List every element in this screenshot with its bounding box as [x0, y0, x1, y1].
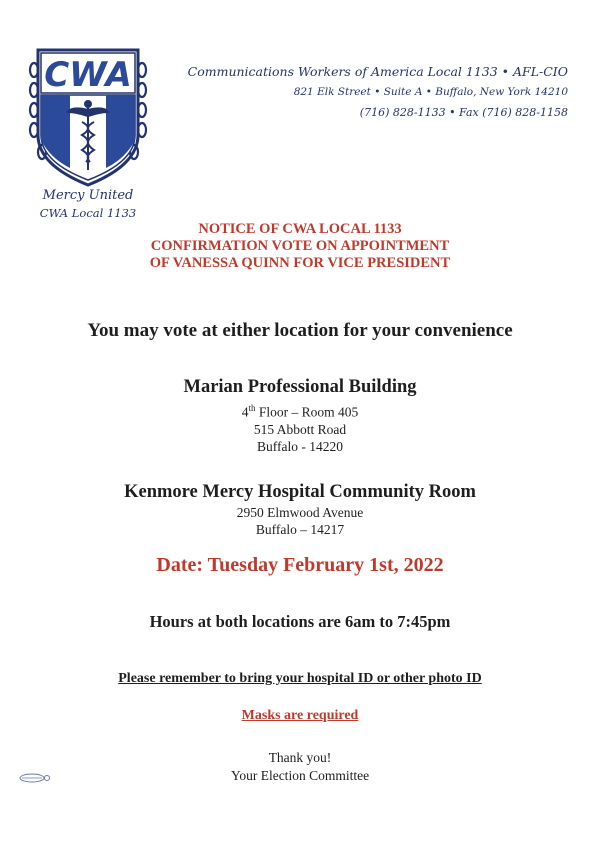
- location-2-name: Kenmore Mercy Hospital Community Room: [124, 482, 476, 502]
- location-2-city: Buffalo – 14217: [255, 522, 345, 537]
- notice-line-1: NOTICE OF CWA LOCAL 1133: [198, 221, 402, 237]
- location-1-address: [0, 400, 600, 455]
- logo-text: CWA: [44, 55, 132, 95]
- location-1-city: Buffalo - 14220: [257, 438, 343, 454]
- closing-signature: Your Election Committee: [230, 768, 370, 783]
- closing-thanks: Thank you!: [268, 750, 332, 765]
- location-1-floor: 4th Floor – Room 405: [241, 403, 359, 420]
- masks-notice: Masks are required: [241, 708, 359, 723]
- location-1-street: 515 Abbott Road: [253, 421, 347, 437]
- notice-line-3: OF VANESSA QUINN FOR VICE PRESIDENT: [149, 255, 451, 271]
- vote-hours: Hours at both locations are 6am to 7:45pm: [149, 612, 451, 631]
- letterhead-phone: (716) 828-1133 • Fax (716) 828-1158: [359, 106, 568, 119]
- closing: [0, 749, 600, 785]
- location-2-address: [0, 504, 600, 538]
- letterhead-org: Communications Workers of America Local 1133 • AFL-CIO: [187, 64, 568, 79]
- letterhead-address: 821 Elk Street • Suite A • Buffalo, New York 14210: [293, 86, 568, 98]
- vote-date: Date: Tuesday February 1st, 2022: [156, 554, 444, 576]
- intro-text: You may vote at either location for your convenience: [87, 320, 513, 341]
- notice-line-2: CONFIRMATION VOTE ON APPOINTMENT: [150, 238, 450, 254]
- id-reminder: Please remember to bring your hospital ID or other photo ID: [118, 671, 482, 686]
- logo-caption-mercy-united: Mercy United: [42, 188, 134, 203]
- union-bug-icon: [18, 772, 52, 784]
- cwa-logo: [28, 40, 148, 190]
- location-1-name: Marian Professional Building: [183, 377, 417, 397]
- notice-heading: [0, 221, 600, 272]
- logo-caption-local: CWA Local 1133: [39, 206, 137, 220]
- location-2-street: 2950 Elmwood Avenue: [236, 505, 364, 520]
